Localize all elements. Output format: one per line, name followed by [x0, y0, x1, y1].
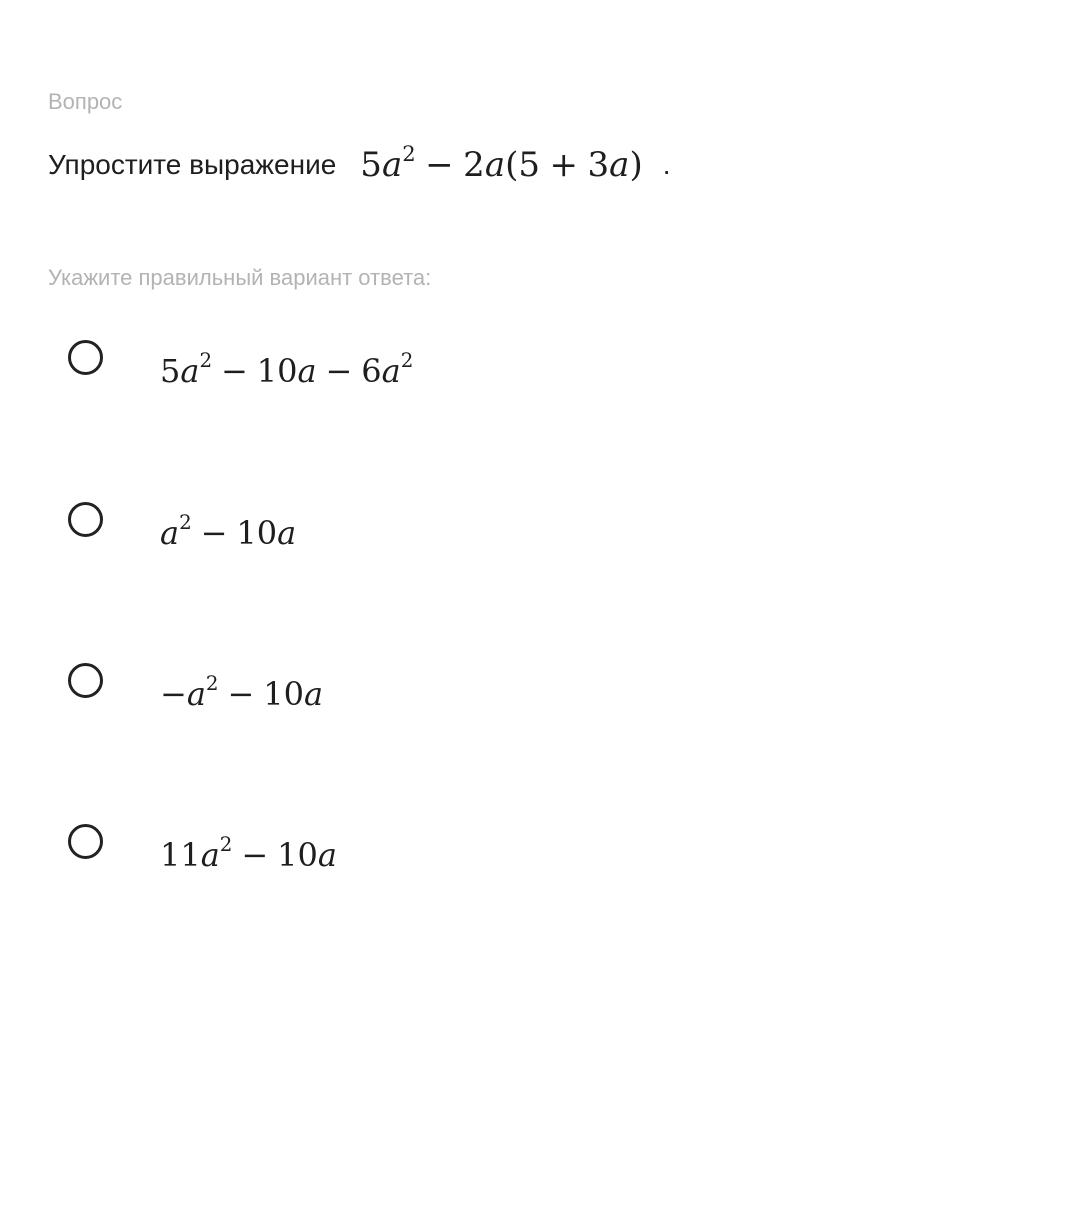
math-variable: a [381, 145, 403, 185]
math-variable: a [297, 352, 317, 390]
question-text: Упростите выражение [48, 149, 337, 180]
math-operator: − [325, 352, 353, 390]
answer-option-1[interactable] [68, 341, 668, 401]
math-operator: + [549, 145, 579, 185]
math-operator: − [425, 145, 454, 185]
question-expression [360, 140, 643, 185]
answer-option-2[interactable] [68, 503, 668, 563]
math-term: 10 [277, 836, 318, 874]
math-operator: − [221, 352, 248, 390]
math-term: 10 [236, 514, 278, 552]
math-exponent: 2 [402, 140, 416, 166]
question [48, 140, 671, 190]
math-operator: − [200, 514, 228, 552]
option-expression [160, 511, 297, 552]
math-term: 5 [518, 145, 540, 185]
option-expression [160, 672, 324, 713]
math-operator: − [160, 675, 187, 713]
math-term: 10 [263, 675, 304, 713]
math-term: 10 [256, 352, 298, 390]
math-variable: a [303, 675, 324, 713]
math-paren: ) [629, 145, 643, 185]
math-exponent: 2 [400, 349, 414, 373]
radio-button[interactable] [68, 824, 103, 859]
math-term: 3 [587, 145, 610, 185]
math-variable: a [381, 352, 401, 390]
math-exponent: 2 [219, 833, 233, 857]
math-exponent: 2 [205, 672, 219, 696]
math-operator: − [227, 675, 255, 713]
math-operator: − [241, 836, 269, 874]
option-expression [160, 349, 414, 390]
math-exponent: 2 [179, 511, 192, 535]
math-term: 5 [360, 145, 382, 185]
answer-instruction: Укажите правильный вариант ответа: [48, 265, 432, 290]
math-paren: ( [505, 145, 519, 185]
radio-button[interactable] [68, 340, 103, 375]
radio-button[interactable] [68, 502, 103, 537]
math-variable: a [277, 514, 297, 552]
math-term: 6 [361, 352, 382, 390]
math-variable: a [317, 836, 337, 874]
math-variable: a [609, 145, 630, 185]
option-expression [160, 833, 337, 874]
math-variable: a [160, 514, 180, 552]
section-label: Вопрос [48, 89, 123, 114]
math-variable: a [186, 675, 206, 713]
math-variable: a [180, 352, 200, 390]
math-term: 11 [160, 836, 201, 874]
answer-option-3[interactable] [68, 664, 668, 724]
math-term: 5 [160, 352, 181, 390]
math-term: 2 [463, 145, 485, 185]
answer-option-4[interactable] [68, 825, 668, 885]
question-period: . [662, 149, 671, 180]
math-exponent: 2 [199, 349, 213, 373]
math-variable: a [484, 145, 506, 185]
math-variable: a [200, 836, 220, 874]
radio-button[interactable] [68, 663, 103, 698]
